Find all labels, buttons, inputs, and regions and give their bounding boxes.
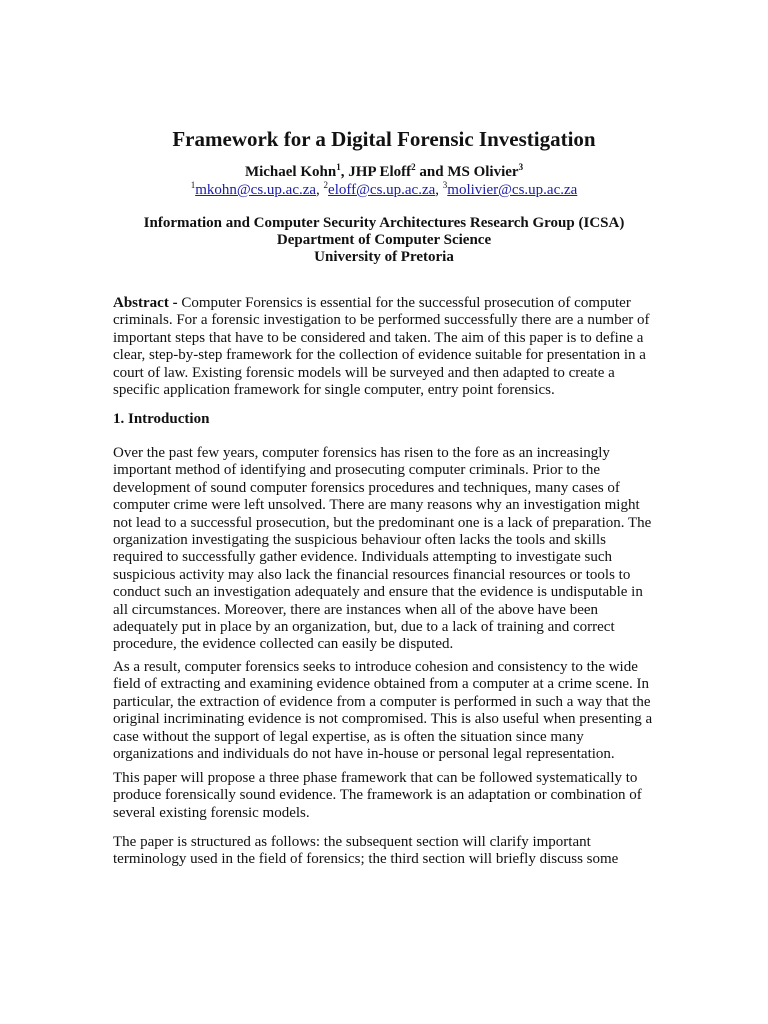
paragraph-line: produce forensically sound evidence. The framework is an adaptation or combination of (113, 787, 642, 804)
abstract-paragraph (113, 295, 658, 399)
paragraph-line: required to successfully gather evidence. Individuals attempting to investigate such (113, 549, 613, 566)
email-superscript: 3 (442, 180, 448, 190)
paragraph-line: several existing forensic models. (113, 804, 310, 821)
author-separator: , (340, 164, 349, 180)
paragraph-line: particular, the extraction of evidence from a computer is performed in such a way that the (113, 693, 651, 710)
abstract-line: criminals. For a forensic investigation to be performed successfully there are a number of (113, 312, 650, 329)
email-link-olivier[interactable]: molivier@cs.up.ac.za (447, 182, 578, 198)
email-separator: , (316, 182, 324, 198)
body-paragraph (113, 659, 658, 763)
affiliation-department: Department of Computer Science (276, 232, 492, 248)
paragraph-line: organizations and individuals do not have in-house or personal legal representation. (113, 745, 615, 762)
paragraph-line: development of sound computer forensics procedures and techniques, many cases of (113, 479, 620, 496)
email-link-eloff[interactable]: eloff@cs.up.ac.za (328, 182, 436, 198)
affiliation-block (0, 215, 768, 266)
paragraph-line: not lead to a successful prosecution, but the predominant one is a lack of preparation. The (113, 514, 652, 531)
abstract-line: specific application framework for single computer, entry point forensics. (113, 381, 555, 398)
abstract-line: court of law. Existing forensic models will be surveyed and then adapted to create a (113, 364, 615, 381)
paragraph-line: terminology used in the field of forensics; the third section will briefly discuss some (113, 851, 619, 868)
paragraph-line: conduct such an investigation adequately and ensure that the evidence is undisputable in (113, 584, 643, 601)
email-superscript: 2 (323, 180, 329, 190)
paragraph-line: organization investigating the suspicious behaviour often lacks the tools and skills (113, 531, 606, 548)
abstract-line: important steps that have to be considered and taken. The aim of this paper is to define a (113, 329, 644, 346)
abstract-text: Computer Forensics is essential for the successful prosecution of computer (177, 295, 631, 311)
author-line (0, 163, 768, 181)
body-paragraph (113, 834, 658, 869)
paragraph-line: suspicious activity may also lack the financial resources financial resources or tools to (113, 566, 631, 583)
affiliation-group: Information and Computer Security Architectures Research Group (ICSA) (143, 215, 625, 231)
email-superscript: 1 (190, 180, 196, 190)
paragraph-line: procedure, the evidence collected can easily be disputed. (113, 636, 454, 653)
paragraph-line: Over the past few years, computer forensics has risen to the fore as an increasingly (113, 445, 610, 461)
paper-title: Framework for a Digital Forensic Investigation (172, 127, 596, 151)
paragraph-line: case without the support of legal expertise, as is often the situation since many (113, 728, 584, 745)
email-line (0, 181, 768, 199)
paragraph-line: all circumstances. Moreover, there are instances when all of the above have been (113, 601, 599, 618)
paragraph-line: This paper will propose a three phase framework that can be followed systematically to (113, 770, 638, 786)
paragraph-line: The paper is structured as follows: the subsequent section will clarify important (113, 834, 591, 850)
author-superscript: 1 (336, 162, 341, 172)
body-paragraph (113, 770, 658, 822)
affiliation-university: University of Pretoria (314, 249, 454, 265)
paragraph-line: As a result, computer forensics seeks to introduce cohesion and consistency to the wide (113, 659, 638, 675)
email-link-kohn[interactable]: mkohn@cs.up.ac.za (195, 182, 317, 198)
paragraph-line: important method of identifying and prosecuting computer criminals. Prior to the (113, 462, 600, 479)
author-name: Michael Kohn (244, 164, 337, 180)
section-heading-introduction: 1. Introduction (113, 411, 210, 427)
email-separator: , (435, 182, 443, 198)
author-superscript: 2 (411, 162, 416, 172)
abstract-label: Abstract - (113, 295, 178, 311)
author-separator: and (415, 164, 448, 180)
paragraph-line: computer crime were left unsolved. There are many reasons why an investigation might (113, 497, 640, 514)
author-name: JHP Eloff (348, 164, 412, 180)
author-name: MS Olivier (447, 164, 519, 180)
body-paragraph (113, 445, 658, 654)
paragraph-line: adequately put in place by an organization, but, due to a lack of training and correct (113, 618, 615, 635)
abstract-line (113, 295, 658, 312)
paragraph-line: field of extracting and examining evidence obtained from a computer at a crime scene. In (113, 676, 650, 693)
paragraph-line: original incriminating evidence is not compromised. This is also useful when presenting a (113, 711, 653, 728)
author-superscript: 3 (518, 162, 524, 172)
abstract-line: clear, step-by-step framework for the collection of evidence suitable for presentation in a (113, 347, 646, 364)
